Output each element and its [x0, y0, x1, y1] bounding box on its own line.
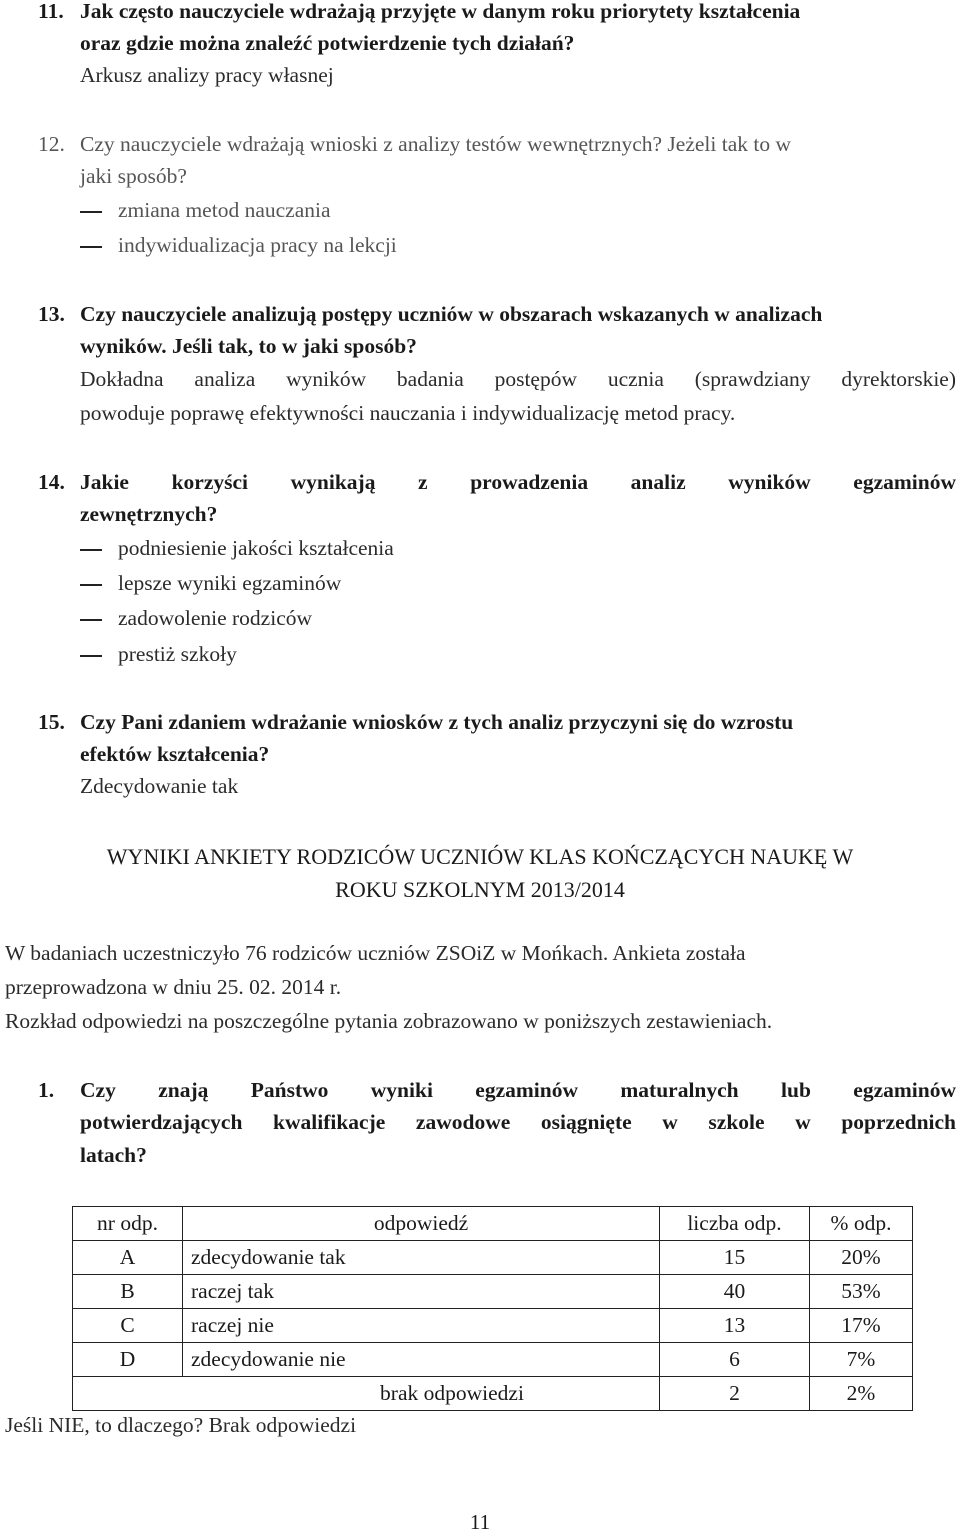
table-header-row [73, 1207, 913, 1241]
cell-nr: B [73, 1275, 183, 1309]
q13-answer-line1: Dokładna analiza wyników badania postępów ucznia (sprawdziany dyrektorskie) [80, 367, 956, 391]
cell-procent: 53% [810, 1275, 913, 1309]
dash-bullet [80, 584, 102, 586]
intro-line2: przeprowadzona w dniu 25. 02. 2014 r. [5, 975, 342, 999]
col-header-liczba: liczba odp. [660, 1207, 810, 1241]
cell-odpowiedz: raczej nie [183, 1309, 660, 1343]
q14-item: zadowolenie rodziców [118, 606, 313, 630]
dash-bullet [80, 549, 102, 551]
col-header-odpowiedz: odpowiedź [183, 1207, 660, 1241]
q14-item: lepsze wyniki egzaminów [118, 571, 342, 595]
cell-liczba: 2 [660, 1377, 810, 1411]
intro-line3: Rozkład odpowiedzi na poszczególne pytania zobrazowano w poniższych zestawieniach. [5, 1009, 773, 1033]
col-header-nr: nr odp. [73, 1207, 183, 1241]
dash-bullet [80, 619, 102, 621]
cell-nr: A [73, 1241, 183, 1275]
results-heading-line2: ROKU SZKOLNYM 2013/2014 [335, 877, 625, 902]
q13-line1: Czy nauczyciele analizują postępy uczniów w obszarach wskazanych w analizach [80, 302, 823, 326]
cell-nr: D [73, 1343, 183, 1377]
cell-nr: C [73, 1309, 183, 1343]
cell-brak-label: brak odpowiedzi [73, 1377, 660, 1411]
cell-odpowiedz: zdecydowanie nie [183, 1343, 660, 1377]
cell-odpowiedz: zdecydowanie tak [183, 1241, 660, 1275]
q14-line2: zewnętrznych? [80, 502, 218, 526]
q14-item: prestiż szkoły [118, 642, 237, 666]
q11-line1: Jak często nauczyciele wdrażają przyjęte w danym roku priorytety kształcenia [80, 0, 801, 23]
cell-liczba: 15 [660, 1241, 810, 1275]
col-header-procent: % odp. [810, 1207, 913, 1241]
dash-bullet [80, 246, 102, 248]
q13-number: 13. [38, 302, 65, 326]
results-table [72, 1206, 913, 1411]
table-row [73, 1343, 913, 1377]
page-number: 11 [469, 1510, 491, 1534]
cell-procent: 2% [810, 1377, 913, 1411]
q15-answer: Zdecydowanie tak [80, 774, 239, 798]
cell-liczba: 40 [660, 1275, 810, 1309]
q13-line2: wyników. Jeśli tak, to w jaki sposób? [80, 334, 417, 358]
q12-line2: jaki sposób? [80, 164, 187, 188]
q11-answer: Arkusz analizy pracy własnej [80, 63, 334, 87]
p1-line1: Czy znają Państwo wyniki egzaminów maturalnych lub egzaminów [80, 1078, 956, 1102]
table-row [73, 1241, 913, 1275]
cell-odpowiedz: raczej tak [183, 1275, 660, 1309]
table-row [73, 1309, 913, 1343]
q11-number: 11. [38, 0, 64, 23]
dash-bullet [80, 211, 102, 213]
dash-bullet [80, 655, 102, 657]
cell-procent: 20% [810, 1241, 913, 1275]
q14-item: podniesienie jakości kształcenia [118, 536, 394, 560]
results-heading-line1: WYNIKI ANKIETY RODZICÓW UCZNIÓW KLAS KOŃCZĄCYCH NAUKĘ W [106, 844, 854, 869]
cell-liczba: 13 [660, 1309, 810, 1343]
cell-procent: 7% [810, 1343, 913, 1377]
cell-liczba: 6 [660, 1343, 810, 1377]
q14-line1: Jakie korzyści wynikają z prowadzenia analiz wyników egzaminów [80, 470, 956, 494]
q15-line1: Czy Pani zdaniem wdrażanie wniosków z tych analiz przyczyni się do wzrostu [80, 710, 794, 734]
q12-item: indywidualizacja pracy na lekcji [118, 233, 397, 257]
table-row [73, 1275, 913, 1309]
cell-procent: 17% [810, 1309, 913, 1343]
intro-line1: W badaniach uczestniczyło 76 rodziców uczniów ZSOiZ w Mońkach. Ankieta została [5, 941, 746, 965]
q15-line2: efektów kształcenia? [80, 742, 270, 766]
q14-number: 14. [38, 470, 65, 494]
q12-line1: Czy nauczyciele wdrażają wnioski z analizy testów wewnętrznych? Jeżeli tak to w [80, 132, 791, 156]
p1-number: 1. [38, 1078, 55, 1102]
p1-line2: potwierdzających kwalifikacje zawodowe osiągnięte w szkole w poprzednich [80, 1110, 956, 1134]
q11-line2: oraz gdzie można znaleźć potwierdzenie tych działań? [80, 31, 575, 55]
q15-number: 15. [38, 710, 65, 734]
q13-answer-line2: powoduje poprawę efektywności nauczania i indywidualizację metod pracy. [80, 401, 736, 425]
table-row-brak [73, 1377, 913, 1411]
note-text: Jeśli NIE, to dlaczego? Brak odpowiedzi [5, 1413, 357, 1437]
q12-number: 12. [38, 132, 65, 156]
q12-item: zmiana metod nauczania [118, 198, 331, 222]
p1-line3: latach? [80, 1143, 147, 1167]
